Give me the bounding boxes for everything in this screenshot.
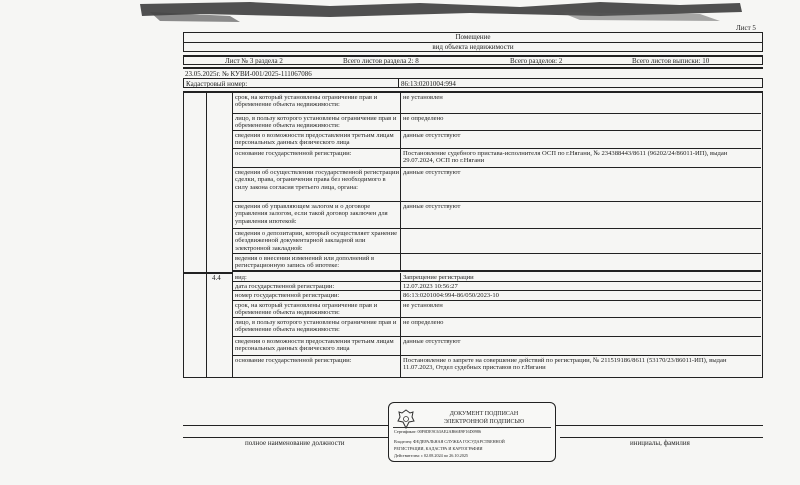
scan-top-edge: [0, 0, 800, 22]
table-row: номер государственной регистрации: 86:13:0201004:994-86/050/2023-10: [233, 291, 761, 301]
stamp-valid-dates: Действителен: с 02.08.2024 по 26.10.2025: [394, 453, 469, 458]
table-row: сведения о депозитарии, который осуществляет хранение обездвиженной документарной закладной или электронной закладной:: [233, 229, 761, 254]
table-row: основание государственной регистрации: Постановление о запрете на совершение действий по регистрации, № 211519186/8611 (53170/23/86011-ИП), выдан 11.07.2023, Отдел судебных приставов по г.Нягани: [233, 356, 761, 378]
premises-title: Помещение: [455, 33, 491, 41]
table-row: сведения о возможности предоставления третьим лицам персональных данных физического лица данные отсутствуют: [233, 337, 761, 356]
table-row: вид: Запрещение регистрации: [233, 273, 761, 282]
number-column-divider: [206, 93, 207, 378]
table-row: сведения об управляющем залогом и о договоре управления залогом, если такой договор заключен для управления ипотекой: данные отсутствуют: [233, 202, 761, 229]
section-b-top-rule: [183, 272, 233, 274]
name-label: инициалы, фамилия: [630, 439, 690, 447]
stamp-title: ДОКУМЕНТ ПОДПИСАН: [449, 411, 519, 417]
total-sheets-extract: Всего листов выписки: 10: [632, 57, 710, 65]
object-type-label: вид объекта недвижимости: [432, 43, 514, 51]
table-row: срок, на который установлены ограничение прав и обременение объекта недвижимости: не установлен: [233, 93, 761, 114]
name-underline: [560, 437, 763, 438]
stamp-certificate: Сертификат: 00F0DE9C63AE2AB66E9F16D0986: [394, 429, 482, 434]
doc-ref-divider: [183, 67, 763, 69]
table-row: основание государственной регистрации: Постановление судебного пристава-исполнителя ОСП по г.Нягани, № 234388443/8611 (96202/24/86011-ИП), выдан 29.07.2024, ОСП по г.Нягани: [233, 149, 761, 168]
table-row: лицо, в пользу которого установлены ограничение прав и обременение объекта недвижимости: не определено: [233, 318, 761, 337]
cadastral-number: 86:13:0201004:994: [401, 80, 456, 88]
table-row: сведения о возможности предоставления третьим лицам персональных данных физического лица данные отсутствуют: [233, 131, 761, 149]
table-row: ведения о внесении изменений или дополнений в регистрационную запись об ипотеке:: [233, 254, 761, 272]
stamp-owner: Владелец: ФЕДЕРАЛЬНАЯ СЛУЖБА ГОСУДАРСТВЕННОЙ: [394, 439, 505, 444]
cadastral-label: Кадастровый номер:: [186, 80, 248, 88]
sheet-number: Лист 5: [736, 24, 756, 32]
position-underline: [183, 437, 388, 438]
signature-stamp: [388, 402, 556, 462]
section-b-number: 4.4: [212, 274, 221, 282]
cadastral-divider: [398, 78, 399, 88]
stamp-owner-line2: РЕГИСТРАЦИИ, КАДАСТРА И КАРТОГРАФИИ: [394, 446, 483, 451]
table-row: сведения об осуществлении государственной регистрации сделки, права, ограничения права без необходимого в силу закона согласия третьего лица, органа: данные отсутствуют: [233, 168, 761, 202]
table-row: лицо, в пользу которого установлены ограничение прав и обременение объекта недвижимости: не определено: [233, 114, 761, 131]
total-sections: Всего разделов: 2: [510, 57, 563, 65]
stamp-subtitle: ЭЛЕКТРОННОЙ ПОДПИСЬЮ: [443, 419, 525, 425]
sheet-of-section: Лист № 3 раздела 2: [225, 57, 283, 65]
emblem-icon: [397, 409, 415, 429]
cadastral-row: [183, 78, 763, 88]
table-row: дата государственной регистрации: 12.07.2023 10:56:27: [233, 282, 761, 291]
total-sheets-section: Всего листов раздела 2: 8: [343, 57, 419, 65]
stamp-divider: [393, 427, 551, 428]
doc-reference: 23.05.2025г. № КУВИ-001/2025-111067086: [185, 70, 312, 78]
position-label: полное наименование должности: [245, 439, 345, 447]
table-row: срок, на который установлены ограничение прав и обременение объекта недвижимости: не установлен: [233, 301, 761, 318]
